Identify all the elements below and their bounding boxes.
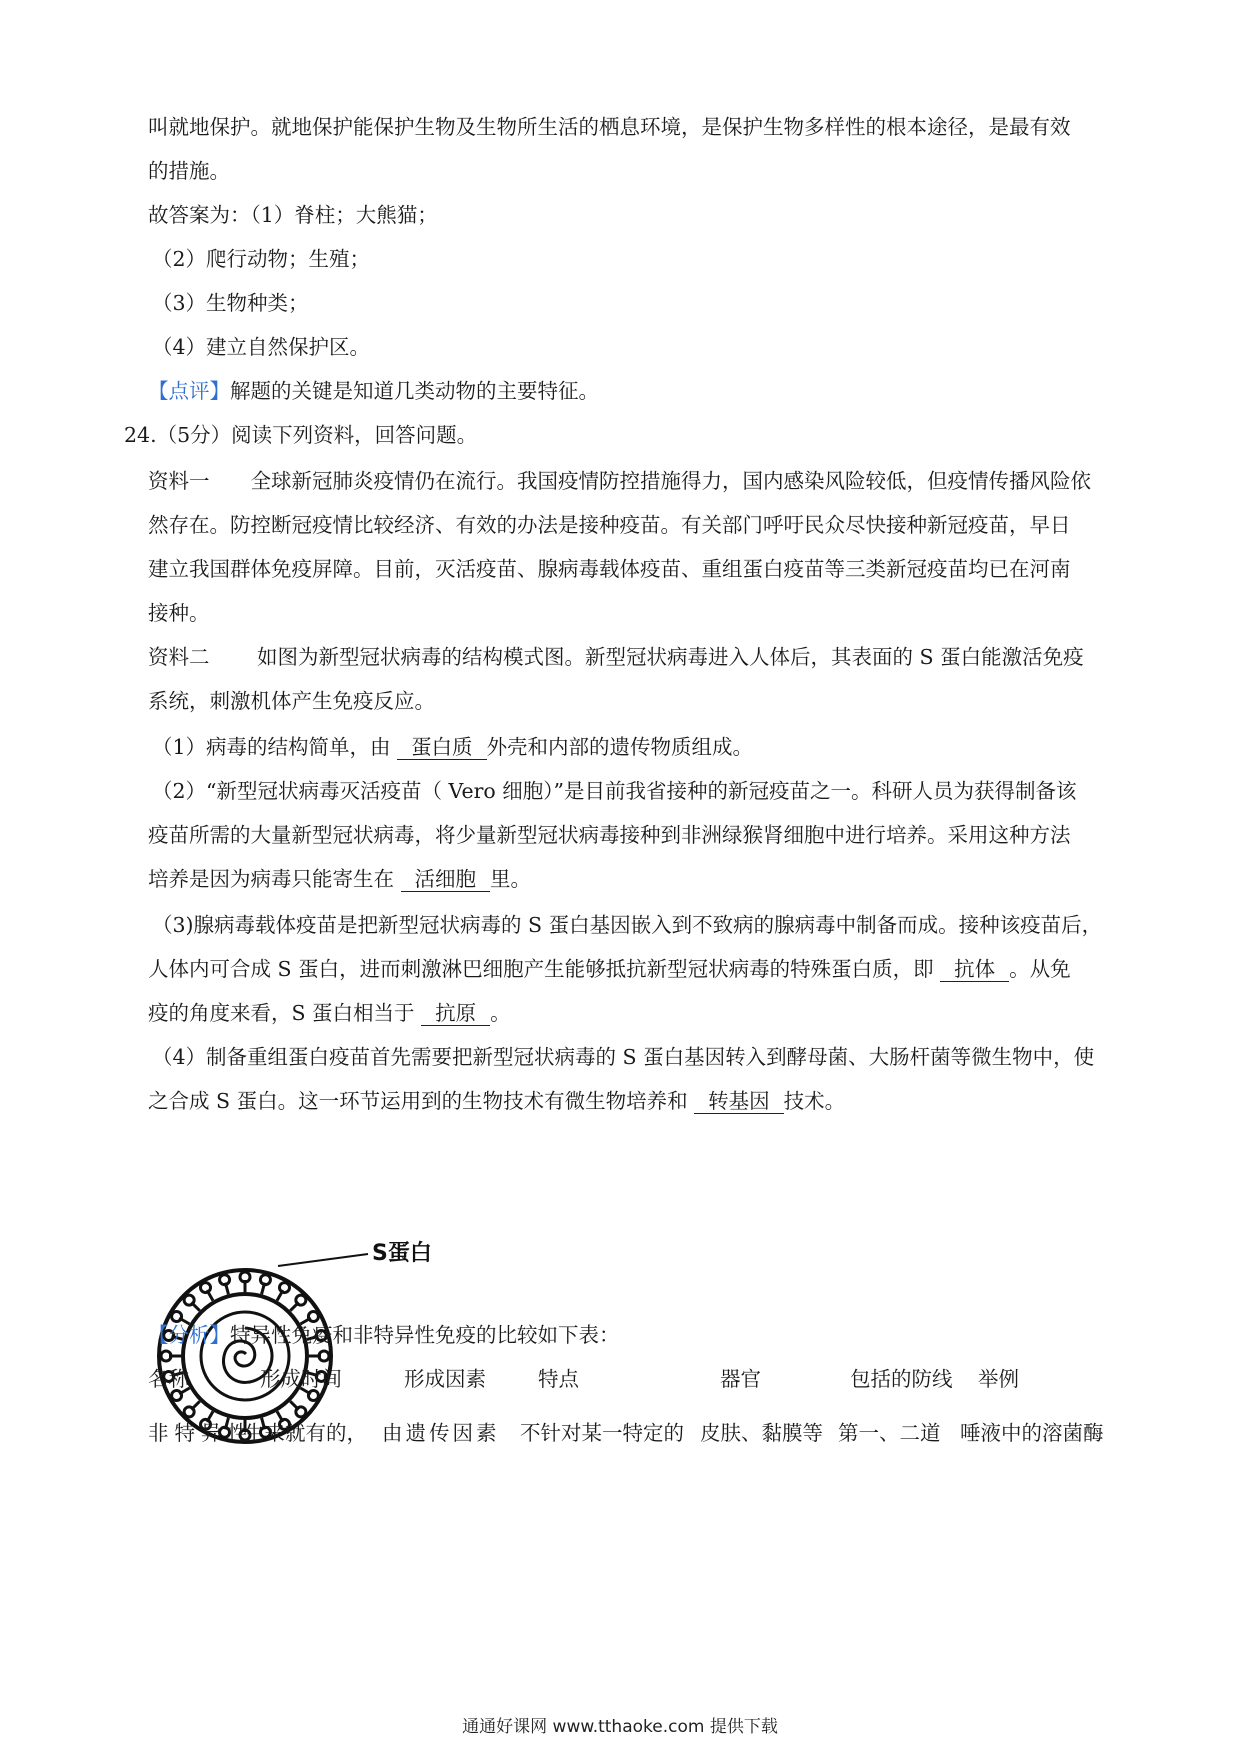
sub-question-3-line — [148, 999, 511, 1027]
spike-head — [161, 1351, 171, 1361]
spike-head — [220, 1275, 230, 1285]
answer-blank: 活细胞 — [401, 867, 491, 892]
question-text: 技术。 — [783, 1089, 846, 1113]
table-cell: 第一、二道 — [838, 1421, 941, 1445]
table-cell: 非特异性 — [148, 1421, 254, 1445]
question-text: 培养是因为病毒只能寄生在 — [148, 867, 401, 891]
sub-question-2: （2）“新型冠状病毒灭活疫苗（ Vero 细胞）”是目前我省接种的新冠疫苗之一。科研人员为获得制备该 — [152, 779, 1077, 803]
table-cell: 不针对某一特定的 — [520, 1421, 684, 1445]
question-text: 人体内可合成 S 蛋白，进而刺激淋巴细胞产生能够抵抗新型冠状病毒的特殊蛋白质，即 — [148, 957, 941, 981]
spike-head — [319, 1351, 329, 1361]
sub-question-3-line — [148, 955, 1071, 983]
table-cell: 由遗传因素 — [382, 1421, 500, 1445]
table-cell: 生来就有的， — [244, 1421, 367, 1445]
text-line: 叫就地保护。就地保护能保护生物及生物所生活的栖息环境，是保护生物多样性的根本途径，是最有效 — [148, 115, 1071, 139]
analysis-text: 特异性免疫和非特异性免疫的比较如下表： — [230, 1323, 620, 1347]
table-header-row — [148, 1365, 1128, 1395]
spike-head — [260, 1275, 270, 1285]
comment-text: 解题的关键是知道几类动物的主要特征。 — [230, 379, 599, 403]
answer-blank: 蛋白质 — [397, 735, 487, 760]
table-cell: 唾液中的溶菌酶 — [960, 1421, 1104, 1445]
table-header-cell: 特点 — [538, 1367, 579, 1391]
question-text: 之合成 S 蛋白。这一环节运用到的生物技术有微生物培养和 — [148, 1089, 695, 1113]
sub-question-2-line: 疫苗所需的大量新型冠状病毒，将少量新型冠状病毒接种到非洲绿猴肾细胞中进行培养。采用这种方法 — [148, 823, 1071, 847]
comment-tag: 【点评】 — [148, 379, 230, 403]
table-header-cell: 包括的防线 — [850, 1367, 953, 1391]
label-leader-line — [278, 1254, 368, 1266]
material-two-line: 资料二 如图为新型冠状病毒的结构模式图。新型冠状病毒进入人体后，其表面的 S 蛋白能激活免疫 — [148, 645, 1084, 669]
table-header-cell: 器官 — [720, 1367, 761, 1391]
sub-question-4-line — [148, 1087, 845, 1115]
table-row — [148, 1419, 1128, 1449]
material-one-line: 建立我国群体免疫屏障。目前，灭活疫苗、腺病毒载体疫苗、重组蛋白疫苗等三类新冠疫苗均已在河南 — [148, 557, 1071, 581]
question-text: 疫的角度来看，S 蛋白相当于 — [148, 1001, 422, 1025]
spike-head — [296, 1407, 306, 1417]
material-two-line: 系统，刺激机体产生免疫反应。 — [148, 689, 435, 713]
spike-head — [240, 1272, 250, 1282]
table-header-cell: 形成因素 — [404, 1367, 486, 1391]
table-cell: 皮肤、黏膜等 — [700, 1421, 823, 1445]
sub-question-3: （3)腺病毒载体疫苗是把新型冠状病毒的 S 蛋白基因嵌入到不致病的腺病毒中制备而成。接种该疫苗后， — [152, 913, 1103, 937]
answer-blank: 转基因 — [694, 1089, 784, 1114]
sub-question-4: （4）制备重组蛋白疫苗首先需要把新型冠状病毒的 S 蛋白基因转入到酵母菌、大肠杆菌等微生物中，使 — [152, 1045, 1095, 1069]
material-one-line: 接种。 — [148, 601, 210, 625]
spike-head — [308, 1312, 318, 1322]
s-protein-label: S蛋白 — [372, 1241, 432, 1266]
comment-line — [148, 377, 599, 405]
answer-blank: 抗体 — [940, 957, 1009, 982]
question-text: 外壳和内部的遗传物质组成。 — [486, 735, 754, 759]
sub-question-2-line — [148, 865, 531, 893]
answer-blank: 抗原 — [421, 1001, 490, 1026]
analysis-line — [148, 1321, 620, 1349]
answer-line: （2）爬行动物；生殖； — [152, 247, 371, 271]
sub-question-1 — [152, 733, 753, 761]
spike-head — [184, 1407, 194, 1417]
spike-head — [201, 1283, 211, 1293]
answer-line: 故答案为：（1）脊柱；大熊猫； — [148, 203, 438, 227]
spike-head — [280, 1283, 290, 1293]
material-one-line: 然存在。防控断冠疫情比较经济、有效的办法是接种疫苗。有关部门呼吁民众尽快接种新冠疫苗，早日 — [148, 513, 1071, 537]
table-header-cell: 举例 — [978, 1367, 1019, 1391]
text-line: 的措施。 — [148, 159, 230, 183]
question-text: （1）病毒的结构简单，由 — [152, 735, 398, 759]
s-protein-spikes — [161, 1272, 329, 1440]
question-title: 24.（5分）阅读下列资料，回答问题。 — [124, 423, 478, 447]
spike-head — [184, 1295, 194, 1305]
spike-head — [172, 1312, 182, 1322]
question-text: 。 — [490, 1001, 511, 1025]
spike-head — [296, 1295, 306, 1305]
answer-line: （4）建立自然保护区。 — [152, 335, 371, 359]
answer-line: （3）生物种类； — [152, 291, 309, 315]
analysis-tag: 【分析】 — [148, 1323, 230, 1347]
question-text: 。从免 — [1009, 957, 1071, 981]
material-one-line: 资料一 全球新冠肺炎疫情仍在流行。我国疫情防控措施得力，国内感染风险较低，但疫情传播风险依 — [148, 469, 1091, 493]
table-header-cell: 形成时间 — [260, 1367, 342, 1391]
question-text: 里。 — [490, 867, 532, 891]
page-footer: 通通好课网 www.tthaoke.com 提供下载 — [462, 1717, 778, 1737]
table-header-cell: 名称 — [148, 1367, 189, 1391]
